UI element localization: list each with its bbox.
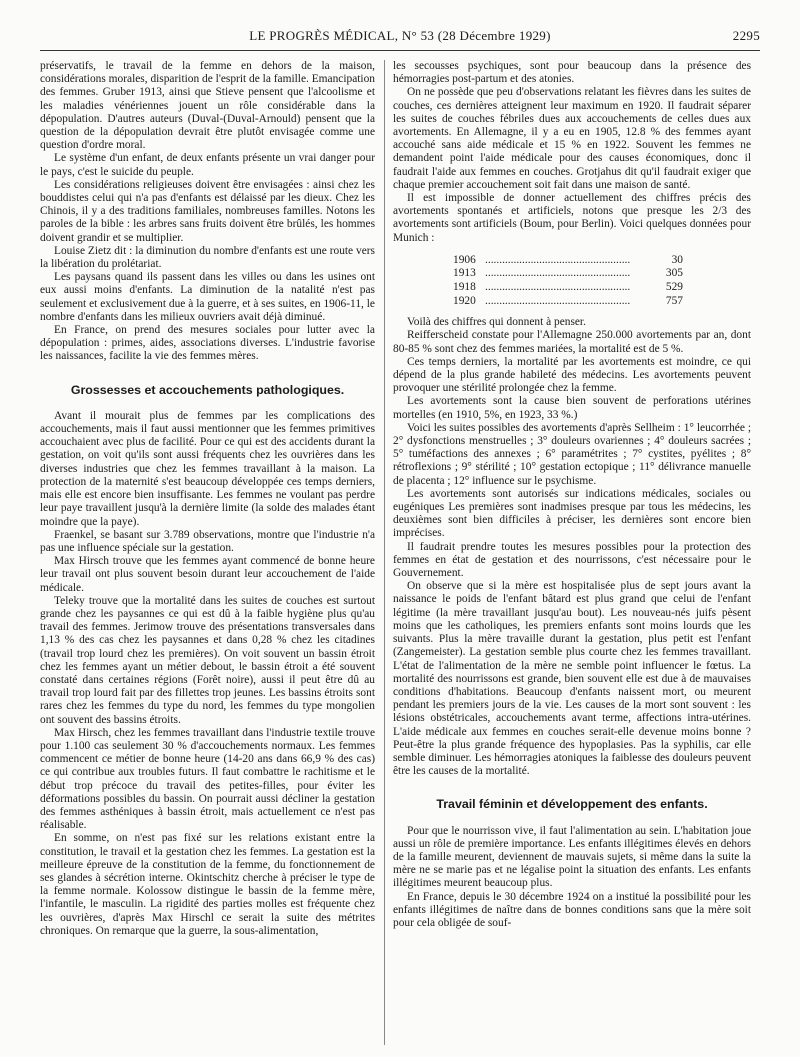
paragraph: Ces temps derniers, la mortalité par les avortements est moindre, ce qui dépend de la plus grande habileté des médecins. Les avortements peuvent provoquer une stérilité prolongée chez la femme. xyxy=(393,355,751,395)
running-header xyxy=(40,28,760,51)
dot-leader xyxy=(485,267,655,281)
page-number: 2295 xyxy=(732,28,760,43)
stat-value: 757 xyxy=(665,294,683,307)
paragraph: Il faudrait prendre toutes les mesures possibles pour la protection des femmes en état de gestation et des nourrissons, c'est nécessaire pour le Gouvernement. xyxy=(393,540,751,580)
paragraph: Louise Zietz dit : la diminution du nombre d'enfants est une route vers la libération du prolétariat. xyxy=(40,244,375,271)
paragraph: Les avortements sont autorisés sur indications médicales, sociales ou eugéniques Les premières sont inadmises presque par tous les médecins, les deuxièmes sont bien difficiles à préciser, les dernières sont encore bien imprécises. xyxy=(393,487,751,540)
paragraph: Pour que le nourrisson vive, il faut l'alimentation au sein. L'habitation joue aussi un rôle de première importance. Les enfants illégitimes élevés en dehors de la famille meurent, deviennent de mauvais sujets, si même dans la suite la mère ne se marie pas et ne légalise point la situation des enfants. Les enfants illégitimes meurent beaucoup plus. xyxy=(393,824,751,890)
stat-row xyxy=(453,254,683,268)
paragraph: Reifferscheid constate pour l'Allemagne 250.000 avortements par an, dont 80-85 % sont chez des femmes mariées, la mortalité est de 5 %. xyxy=(393,329,751,355)
stat-value: 30 xyxy=(671,253,683,266)
paragraph: Les paysans quand ils passent dans les villes ou dans les usines ont eux aussi moins d'enfants. La diminution de la natalité n'est pas seulement et exclusivement due à la guerre, et à ses suites, en 1906-11, le nombre d'enfants dans les milieux ouvriers avait déjà diminué. xyxy=(40,271,375,323)
paragraph: Max Hirsch, chez les femmes travaillant dans l'industrie textile trouve pour 1.100 cas seulement 30 % d'accouchements normaux. Les femmes commencent ce métier de bonne heure (14-20 ans dans 66,9 % des cas) ce qui contribue aux troubles futurs. Il faut combattre le rachitisme et le début trop précoce du travail des petites-filles, pour éviter les déformations possibles du bassin. On pourrait aussi décliner la gestation des femmes asthéniques à bassin étroit, mais actuellement ce n'est pas réalisable. xyxy=(40,726,375,832)
section-heading: Travail féminin et développement des enfants. xyxy=(436,797,708,812)
paragraph: En France, on prend des mesures sociales pour lutter avec la dépopulation : primes, aides, associations diverses. L'industrie favorise les naissances, facilite la vie des femmes mères. xyxy=(40,324,375,363)
paragraph: Il est impossible de donner actuellement des chiffres précis des avortements spontanés et artificiels, notons que presque les 2/3 des avortements sont artificiels (Boum, pour Berlin). Voici quelques données pour Munich : xyxy=(393,192,751,244)
paragraph: Les considérations religieuses doivent être envisagées : ainsi chez les bouddistes celui qui n'a pas d'enfants est délaissé par les dieux. Chez les Chinois, il y a des traditions familiales, nombreuses familles. Notons les paroles de la bible : les arbres sans fruits doivent être brûlés, les hommes doivent grandir et se multiplier. xyxy=(40,178,375,244)
stat-value: 305 xyxy=(665,267,683,280)
paragraph: En somme, on n'est pas fixé sur les relations existant entre la constitution, le travail et la gestation chez les femmes. La gestation est la meilleure épreuve de la constitution de la femme, du fonctionnement de ses glandes à sécrétion interne. Okintschitz cherche à préciser le type de la femme normale. Kolossow distingue le bassin de la femme mère, l'infantile, le masculin. La rigidité des parties molles est fréquente chez les ouvrières, d'après Max Hirschl ce serait la suite des métrites chroniques. On remarque que la guerre, la sous-alimentation, xyxy=(40,832,375,937)
stat-year: 1918 xyxy=(453,281,476,294)
paragraph: Teleky trouve que la mortalité dans les suites de couches est surtout grande chez les paysannes ce qui est dû à la faible hygiène plus qu'au travail des femmes. Jerimow trouve des présentations transversales dans 1,13 % des cas chez les paysannes et dans 0,28 % chez les citadines (travail trop lourd chez les premières). On voit souvent un bassin étroit chez les femmes ayant un métier debout, le bassin étroit a été souvent constaté dans certaines régions (Forêt noire), aussi il peut être dû au travail trop lourd fait par des fillettes trop jeunes. Les bassins étroits sont rares chez les femmes du type du nord, les femmes du type mongolien ont souvent des bassins étroits. xyxy=(40,594,375,726)
left-column xyxy=(40,60,375,1050)
paragraph: Max Hirsch trouve que les femmes ayant commencé de bonne heure leur travail ont plus souvent besoin durant leur accouchement de l'aide médicale. xyxy=(40,555,375,594)
column-divider xyxy=(384,60,385,1045)
paragraph: préservatifs, le travail de la femme en dehors de la maison, considérations morales, disparition de l'esprit de la famille. Emancipation des femmes. Gruber 1913, ainsi que Stieve pensent que l'alcoolisme et les maladies vénériennes jouent un rôle considérable dans la dépopulation. D'autres auteurs (Duval-(Duval-Arnould) pensent que la question de la dépopulation devrait être plutôt envisagée comme une question d'ordre moral. xyxy=(40,60,375,152)
munich-abortion-figures xyxy=(453,254,683,308)
paragraph: On ne possède que peu d'observations relatant les fièvres dans les suites de couches, ces dernières atteignent leur maximum en 1920. Il faudrait séparer les suites de couches fébriles dues aux accouchements de celles dues aux avortements. En Allemagne, il y a eu en 1905, 12.8 % des femmes ayant accouché sans aide médicale et 15 % en 1922. Souvent les femmes ne demandent point l'aide médicale pour des causes économiques, donc il faudrait l'aide aux femmes en couches. Grotjahus dit qu'il faudrait exiger que chaque premier accouchement soit fait dans une maison de santé. xyxy=(393,86,751,191)
paragraph: Fraenkel, se basant sur 3.789 observations, montre que l'industrie n'a pas une influence spéciale sur la gestation. xyxy=(40,528,375,554)
stat-year: 1906 xyxy=(453,253,476,266)
paragraph: Le système d'un enfant, de deux enfants présente un vrai danger pour le pays, c'est le suicide du peuple. xyxy=(40,152,375,178)
paragraph: Avant il mourait plus de femmes par les complications des accouchements, mais il faut aussi mentionner que les femmes primitives accouchaient avec plus de facilité. Pour ce qui est des accidents durant la gestation, on voit qu'ils sont aussi fréquents chez les ouvrières dans les diverses industries que chez les femmes travaillant à la maison. La protection de la maternité s'est beaucoup développée ces temps derniers, mais elle est encore bien insuffisante. Les femmes ne voulant pas perdre leur paye travaillent jusqu'à la dernière limite (la solde des malades étant moindre que la paye). xyxy=(40,409,375,528)
paragraph: Voilà des chiffres qui donnent à penser. xyxy=(407,316,586,329)
paragraph: Les avortements sont la cause bien souvent de perforations utérines mortelles (en 1910, 5%, en 1923, 33 %.) xyxy=(393,395,751,421)
stat-row xyxy=(453,281,683,295)
paragraph: En France, depuis le 30 décembre 1924 on a institué la possibilité pour les enfants illégitimes de naître dans de bonnes conditions sans que la mère soit pour cela obligée de souf- xyxy=(393,890,751,929)
stat-year: 1913 xyxy=(453,267,476,280)
paragraph: les secousses psychiques, sont pour beaucoup dans la présence des hémorragies post-partum et des atonies. xyxy=(393,60,751,86)
stat-year: 1920 xyxy=(453,294,476,307)
dot-leader xyxy=(485,281,655,295)
paragraph: On observe que si la mère est hospitalisée plus de sept jours avant la naissance le poids de l'enfant bâtard est plus grand que celui de l'enfant légitime (la mère travaillant jusqu'au bout). Les nouveau-nés juifs pèsent moins que les catholiques, les premiers enfants sont moins lourds que les suivants. Plus la mère travaille durant la gestation, plus petit est l'enfant (Zangemeister). La gestation semble plus courte chez les femmes travaillant. L'état de l'alimentation de la mère ne semble point influencer le fœtus. La mortalité des nourrissons est grande, bien souvent elle est due à de mauvaises conditions d'habitations. Beaucoup d'enfants naissent mort, ou meurent pendant les premiers jours de la vie. Les causes de la mort sont souvent : les lésions obstétricales, accouchements avant terme, affections intra-utérines. L'aide médicale aux femmes en couches serait-elle devenue moins bonne ? Peut-être la plus grande fréquence des hypoplasies. Pas la syphilis, car elle semble diminuer. Les hémorragies atoniques la faiblesse des douleurs peuvent être les causes de la mortalité. xyxy=(393,580,751,778)
stat-row xyxy=(453,267,683,281)
dot-leader xyxy=(485,295,655,309)
dot-leader xyxy=(485,254,655,268)
stat-value: 529 xyxy=(665,281,683,294)
right-column xyxy=(393,60,751,1050)
paragraph: Voici les suites possibles des avortements d'après Sellheim : 1° leucorrhée ; 2° dysfonctions menstruelles ; 3° douleurs ovariennes ; 4° douleurs sacrées ; 5° tuméfactions des annexes ; 6° paramétrites ; 7° cystites, pyélites ; 8° rétroflexions ; 9° stérilité ; 10° gestation ectopique ; 11° délivrance manuelle de placenta ; 12° influence sur le psychisme. xyxy=(393,421,751,487)
journal-title: LE PROGRÈS MÉDICAL, N° 53 (28 Décembre 1929) xyxy=(249,28,551,43)
stat-row xyxy=(453,295,683,309)
section-heading: Grossesses et accouchements pathologiques. xyxy=(70,382,345,397)
